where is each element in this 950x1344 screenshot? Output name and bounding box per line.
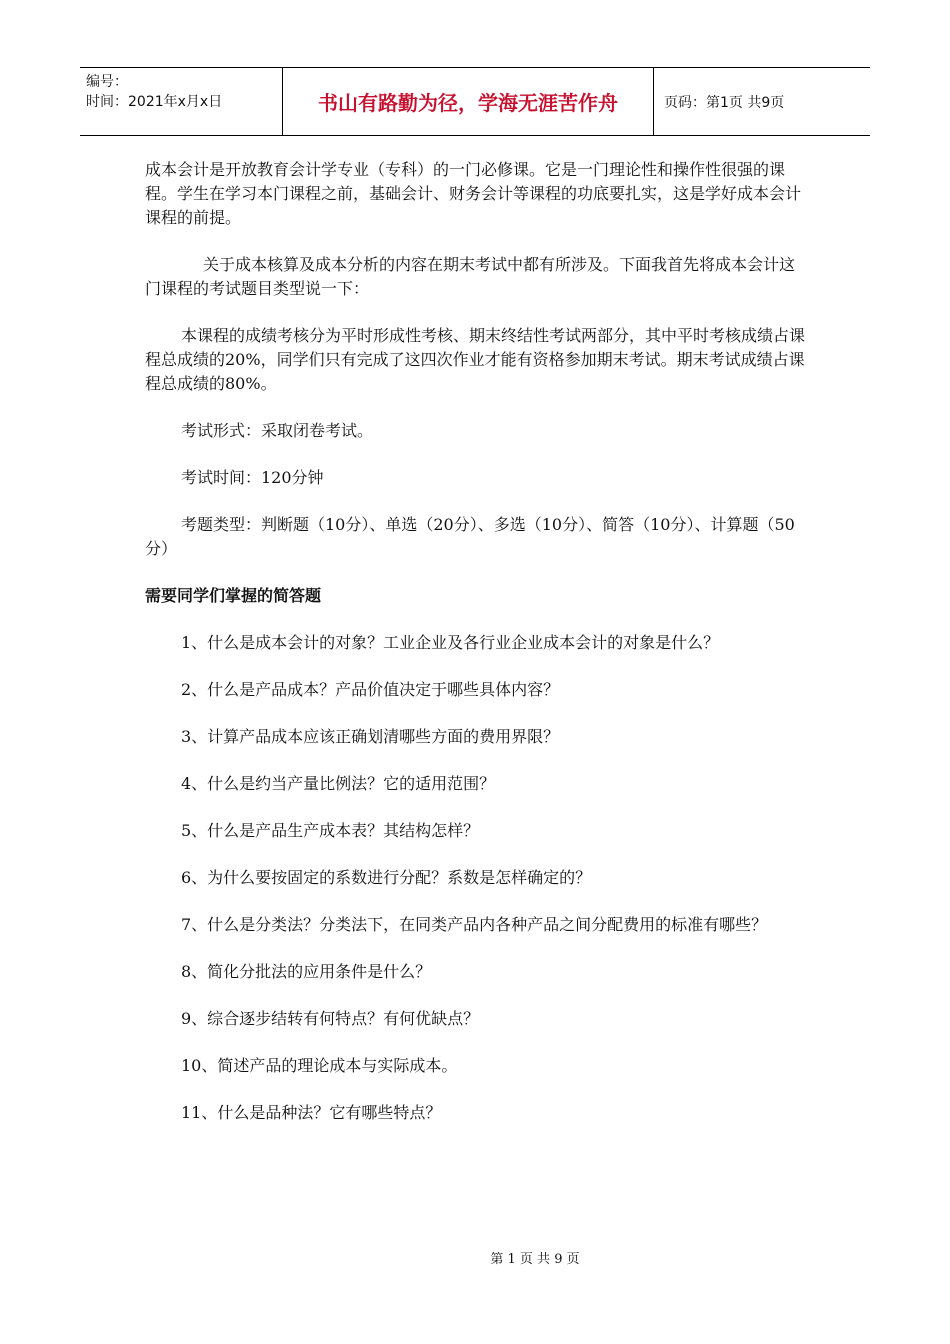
exam-format: 考试形式：采取闭卷考试。 xyxy=(181,421,374,440)
exam-content-paragraph: 关于成本核算及成本分析的内容在期末考试中都有所涉及。下面我首先将成本会计这门课程的考试题目类型说一下： xyxy=(145,255,796,298)
page-footer: 第 1 页 共 9 页 xyxy=(490,1252,580,1267)
question-item: 5、什么是产品生产成本表？其结构怎样？ xyxy=(181,821,480,840)
question-item: 4、什么是约当产量比例法？它的适用范围？ xyxy=(181,774,496,793)
header-motto: 书山有路勤为径，学海无涯苦作舟 xyxy=(282,68,654,135)
document-number-label: 编号： xyxy=(86,74,128,90)
exam-duration: 考试时间：120分钟 xyxy=(181,468,324,487)
question-item: 7、什么是分类法？分类法下，在同类产品内各种产品之间分配费用的标准有哪些？ xyxy=(181,915,768,934)
question-types: 考题类型：判断题（10分）、单选（20分）、多选（10分）、简答（10分）、计算题（50分） xyxy=(145,515,795,558)
page-header xyxy=(80,67,870,136)
header-page-info: 页码：第1页 共9页 xyxy=(664,94,785,111)
question-item: 11、什么是品种法？它有哪些特点？ xyxy=(181,1103,442,1122)
grading-paragraph: 本课程的成绩考核分为平时形成性考核、期末终结性考试两部分，其中平时考核成绩占课程总成绩的20%，同学们只有完成了这四次作业才能有资格参加期末考试。期末考试成绩占课程总成绩的80%。 xyxy=(145,326,806,393)
question-item: 3、计算产品成本应该正确划清哪些方面的费用界限？ xyxy=(181,727,560,746)
section-heading: 需要同学们掌握的简答题 xyxy=(145,586,322,605)
question-item: 8、简化分批法的应用条件是什么？ xyxy=(181,962,432,981)
document-body xyxy=(145,158,805,1148)
question-item: 1、什么是成本会计的对象？工业企业及各行业企业成本会计的对象是什么？ xyxy=(181,633,720,652)
question-item: 6、为什么要按固定的系数进行分配？系数是怎样确定的？ xyxy=(181,868,592,887)
question-item: 2、什么是产品成本？产品价值决定于哪些具体内容？ xyxy=(181,680,560,699)
document-date: 时间：2021年x月x日 xyxy=(86,94,223,110)
intro-paragraph: 成本会计是开放教育会计学专业（专科）的一门必修课。它是一门理论性和操作性很强的课程。学生在学习本门课程之前，基础会计、财务会计等课程的功底要扎实，这是学好成本会计课程的前提。 xyxy=(145,160,802,227)
question-item: 9、综合逐步结转有何特点？有何优缺点？ xyxy=(181,1009,480,1028)
question-item: 10、简述产品的理论成本与实际成本。 xyxy=(181,1056,458,1075)
header-meta xyxy=(80,68,282,135)
